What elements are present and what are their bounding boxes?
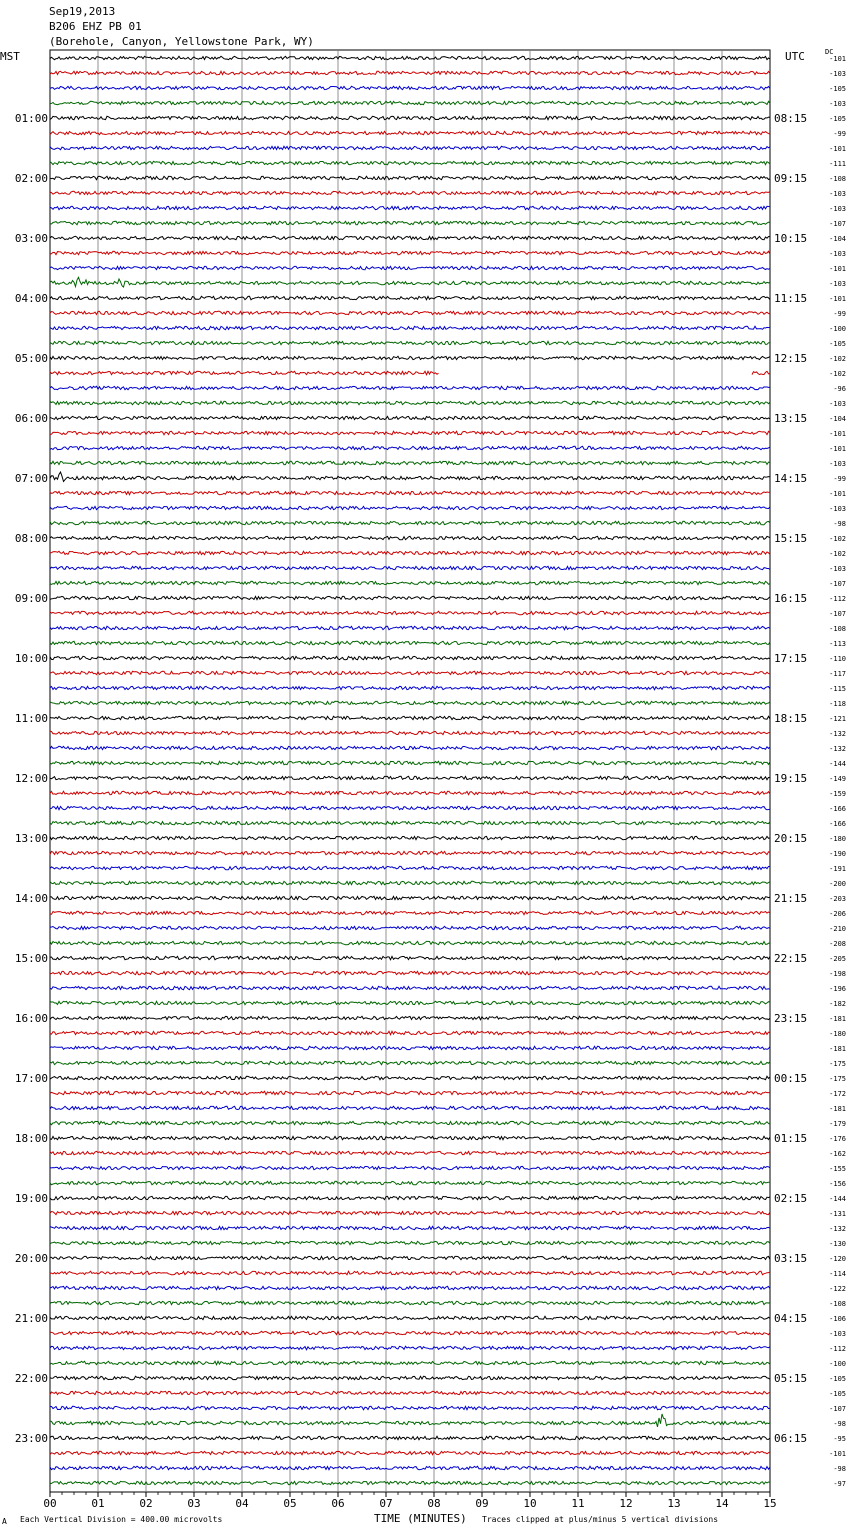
dc-offset-label: -166 <box>829 805 846 813</box>
dc-offset-label: -103 <box>829 100 846 108</box>
x-tick-label: 11 <box>571 1497 585 1510</box>
trace-line <box>50 71 770 74</box>
dc-offset-label: -110 <box>829 655 846 663</box>
dc-offset-label: -181 <box>829 1015 846 1023</box>
trace-line <box>50 536 770 539</box>
left-hour-label: 14:00 <box>14 892 48 905</box>
clip-note: Traces clipped at plus/minus 5 vertical divisions <box>482 1515 719 1524</box>
right-hour-label: 00:15 <box>774 1072 808 1085</box>
dc-offset-label: -99 <box>833 310 846 318</box>
trace-line <box>50 881 770 884</box>
plot-date: Sep19,2013 <box>49 5 116 18</box>
dc-offset-label: -196 <box>829 985 846 993</box>
trace-line <box>50 656 770 659</box>
dc-offset-label: -115 <box>829 685 846 693</box>
dc-offset-label: -191 <box>829 865 846 873</box>
trace-line <box>50 1136 770 1139</box>
dc-offset-label: -108 <box>829 1300 846 1308</box>
left-hour-label: 12:00 <box>14 772 48 785</box>
x-tick-label: 06 <box>331 1497 345 1510</box>
trace-line <box>50 326 770 329</box>
dc-offset-label: -103 <box>829 505 846 513</box>
right-hour-label: 12:15 <box>774 352 808 365</box>
trace-line <box>50 1016 770 1019</box>
right-hour-label: 09:15 <box>774 172 808 185</box>
dc-offset-label: -101 <box>829 145 846 153</box>
right-hour-label: 13:15 <box>774 412 808 425</box>
dc-offset-label: -105 <box>829 1390 846 1398</box>
dc-offset-label: -103 <box>829 400 846 408</box>
right-hour-label: 23:15 <box>774 1012 808 1025</box>
trace-line <box>50 1196 770 1199</box>
trace-line <box>50 506 770 509</box>
trace-line <box>50 1286 770 1289</box>
trace-line <box>50 277 770 287</box>
trace-line <box>50 251 770 254</box>
trace-line <box>50 791 770 794</box>
trace-line <box>50 1376 770 1379</box>
trace-line <box>50 56 770 59</box>
trace-line <box>50 401 770 404</box>
x-tick-label: 08 <box>427 1497 441 1510</box>
dc-offset-label: -102 <box>829 550 846 558</box>
trace-line <box>50 1451 770 1454</box>
left-hour-label: 23:00 <box>14 1432 48 1445</box>
trace-line <box>50 626 770 629</box>
trace-line <box>50 671 770 674</box>
dc-offset-label: -98 <box>833 1420 846 1428</box>
trace-line <box>50 1241 770 1244</box>
dc-offset-label: -112 <box>829 1345 846 1353</box>
x-tick-label: 15 <box>763 1497 777 1510</box>
x-tick-label: 09 <box>475 1497 489 1510</box>
right-hour-label: 08:15 <box>774 112 808 125</box>
trace-line <box>50 416 770 419</box>
trace-line <box>50 266 770 269</box>
trace-line <box>50 116 770 119</box>
right-hour-label: 02:15 <box>774 1192 808 1205</box>
x-tick-label: 13 <box>667 1497 681 1510</box>
dc-offset-label: -180 <box>829 1030 846 1038</box>
dc-offset-label: -107 <box>829 580 846 588</box>
dc-offset-label: -103 <box>829 460 846 468</box>
dc-offset-label: -105 <box>829 340 846 348</box>
dc-offset-label: -95 <box>833 1435 846 1443</box>
dc-offset-label: -107 <box>829 220 846 228</box>
left-timezone-label: MST <box>0 50 20 63</box>
left-hour-label: 21:00 <box>14 1312 48 1325</box>
trace-line <box>50 296 770 299</box>
dc-offset-label: -118 <box>829 700 846 708</box>
dc-offset-label: -103 <box>829 280 846 288</box>
right-hour-label: 20:15 <box>774 832 808 845</box>
dc-offset-label: -100 <box>829 325 846 333</box>
left-hour-label: 18:00 <box>14 1132 48 1145</box>
trace-line <box>50 731 770 734</box>
left-hour-label: 08:00 <box>14 532 48 545</box>
dc-offset-label: -100 <box>829 1360 846 1368</box>
trace-line <box>50 1181 770 1184</box>
right-hour-label: 16:15 <box>774 592 808 605</box>
trace-line <box>50 566 770 569</box>
trace-line <box>50 1046 770 1049</box>
trace-line <box>50 446 770 449</box>
dc-offset-label: -181 <box>829 1105 846 1113</box>
dc-offset-label: -104 <box>829 235 846 243</box>
dc-offset-label: -130 <box>829 1240 846 1248</box>
trace-line <box>50 1091 770 1094</box>
dc-offset-label: -190 <box>829 850 846 858</box>
x-tick-label: 10 <box>523 1497 537 1510</box>
dc-offset-label: -176 <box>829 1135 846 1143</box>
right-hour-label: 19:15 <box>774 772 808 785</box>
dc-offset-label: -175 <box>829 1075 846 1083</box>
dc-offset-label: -103 <box>829 250 846 258</box>
trace-line <box>50 866 770 869</box>
dc-offset-label: -203 <box>829 895 846 903</box>
trace-line <box>50 806 770 809</box>
right-hour-label: 05:15 <box>774 1372 808 1385</box>
dc-offset-label: -111 <box>829 160 846 168</box>
trace-line <box>50 161 770 164</box>
dc-offset-label: -210 <box>829 925 846 933</box>
left-hour-label: 05:00 <box>14 352 48 365</box>
station-location: (Borehole, Canyon, Yellowstone Park, WY) <box>49 35 314 48</box>
left-hour-label: 03:00 <box>14 232 48 245</box>
dc-offset-label: -108 <box>829 625 846 633</box>
trace-line <box>50 221 770 224</box>
trace-line <box>50 1316 770 1319</box>
corner-mark: A <box>2 1517 7 1526</box>
left-hour-label: 06:00 <box>14 412 48 425</box>
trace-line <box>50 1166 770 1169</box>
right-hour-label: 15:15 <box>774 532 808 545</box>
trace-line <box>50 1211 770 1214</box>
trace-line <box>50 746 770 749</box>
left-hour-label: 01:00 <box>14 112 48 125</box>
trace-line <box>50 431 770 434</box>
trace-line <box>50 1414 770 1427</box>
trace-line <box>50 971 770 974</box>
right-hour-label: 21:15 <box>774 892 808 905</box>
left-hour-label: 22:00 <box>14 1372 48 1385</box>
dc-offset-label: -102 <box>829 355 846 363</box>
dc-offset-label: -162 <box>829 1150 846 1158</box>
dc-offset-label: -105 <box>829 115 846 123</box>
left-hour-label: 17:00 <box>14 1072 48 1085</box>
trace-line <box>50 821 770 824</box>
trace-line <box>50 491 770 494</box>
x-tick-label: 14 <box>715 1497 729 1510</box>
left-hour-label: 11:00 <box>14 712 48 725</box>
trace-line <box>50 776 770 779</box>
left-hour-label: 02:00 <box>14 172 48 185</box>
trace-line <box>50 1481 770 1484</box>
x-tick-label: 03 <box>187 1497 201 1510</box>
dc-offset-label: -144 <box>829 1195 846 1203</box>
right-hour-label: 18:15 <box>774 712 808 725</box>
dc-offset-label: -102 <box>829 535 846 543</box>
dc-offset-label: -181 <box>829 1045 846 1053</box>
dc-offset-label: -159 <box>829 790 846 798</box>
x-tick-label: 05 <box>283 1497 297 1510</box>
dc-offset-label: -105 <box>829 85 846 93</box>
trace-line <box>50 986 770 989</box>
trace-line <box>50 1031 770 1034</box>
trace-line <box>50 1346 770 1349</box>
x-tick-label: 02 <box>139 1497 153 1510</box>
dc-offset-label: -112 <box>829 595 846 603</box>
right-hour-label: 01:15 <box>774 1132 808 1145</box>
trace-line <box>50 1466 770 1469</box>
x-tick-label: 07 <box>379 1497 393 1510</box>
trace-line <box>50 686 770 689</box>
trace-line <box>50 1436 770 1439</box>
trace-line <box>50 521 770 524</box>
dc-offset-label: -114 <box>829 1270 846 1278</box>
dc-offset-label: -98 <box>833 520 846 528</box>
dc-offset-label: -99 <box>833 130 846 138</box>
right-hour-label: 11:15 <box>774 292 808 305</box>
dc-offset-label: -172 <box>829 1090 846 1098</box>
trace-line <box>50 1106 770 1109</box>
trace-line <box>50 941 770 944</box>
trace-line <box>50 1361 770 1364</box>
trace-line <box>50 356 770 359</box>
trace-line <box>50 1331 770 1334</box>
trace-line <box>50 596 770 599</box>
dc-offset-label: -200 <box>829 880 846 888</box>
trace-line <box>50 896 770 899</box>
trace-line <box>50 1271 770 1274</box>
vertical-scale-note: Each Vertical Division = 400.00 microvolts <box>20 1515 223 1524</box>
dc-offset-label: -103 <box>829 190 846 198</box>
dc-offset-label: -103 <box>829 70 846 78</box>
left-hour-label: 19:00 <box>14 1192 48 1205</box>
trace-line <box>50 236 770 239</box>
trace-line <box>50 461 770 464</box>
trace-line <box>50 1226 770 1229</box>
trace-line <box>50 311 770 314</box>
dc-offset-label: -121 <box>829 715 846 723</box>
dc-offset-label: -122 <box>829 1285 846 1293</box>
dc-column-label: DC <box>825 48 834 56</box>
x-tick-label: 12 <box>619 1497 633 1510</box>
dc-offset-label: -107 <box>829 1405 846 1413</box>
dc-offset-label: -106 <box>829 1315 846 1323</box>
x-tick-label: 01 <box>91 1497 105 1510</box>
right-timezone-label: UTC <box>785 50 805 63</box>
dc-offset-label: -101 <box>829 490 846 498</box>
dc-offset-label: -120 <box>829 1255 846 1263</box>
trace-line <box>50 1061 770 1064</box>
dc-offset-label: -104 <box>829 415 846 423</box>
trace-line <box>50 851 770 854</box>
x-tick-label: 00 <box>43 1497 57 1510</box>
dc-offset-label: -108 <box>829 175 846 183</box>
dc-offset-label: -132 <box>829 1225 846 1233</box>
left-hour-label: 16:00 <box>14 1012 48 1025</box>
dc-offset-label: -96 <box>833 385 846 393</box>
trace-line <box>50 956 770 959</box>
right-hour-label: 03:15 <box>774 1252 808 1265</box>
right-hour-label: 14:15 <box>774 472 808 485</box>
trace-line <box>50 386 770 389</box>
dc-offset-label: -205 <box>829 955 846 963</box>
trace-line <box>50 1391 770 1394</box>
dc-offset-label: -180 <box>829 835 846 843</box>
trace-line <box>50 761 770 764</box>
trace-line <box>50 611 770 614</box>
right-hour-label: 06:15 <box>774 1432 808 1445</box>
trace-line <box>50 1001 770 1004</box>
left-hour-label: 09:00 <box>14 592 48 605</box>
dc-offset-label: -208 <box>829 940 846 948</box>
left-hour-label: 20:00 <box>14 1252 48 1265</box>
right-hour-label: 04:15 <box>774 1312 808 1325</box>
trace-line <box>50 341 770 344</box>
trace-line <box>50 911 770 914</box>
dc-offset-label: -117 <box>829 670 846 678</box>
dc-offset-label: -101 <box>829 430 846 438</box>
trace-line <box>50 836 770 839</box>
x-tick-label: 04 <box>235 1497 249 1510</box>
trace-line <box>50 191 770 194</box>
dc-offset-label: -182 <box>829 1000 846 1008</box>
dc-offset-label: -131 <box>829 1210 846 1218</box>
dc-offset-label: -102 <box>829 370 846 378</box>
trace-line <box>50 641 770 644</box>
trace-line <box>50 86 770 89</box>
station-id: B206 EHZ PB 01 <box>49 20 142 33</box>
dc-offset-label: -149 <box>829 775 846 783</box>
left-hour-label: 07:00 <box>14 472 48 485</box>
trace-line <box>50 371 770 374</box>
dc-offset-label: -103 <box>829 205 846 213</box>
trace-line <box>50 716 770 719</box>
dc-offset-label: -144 <box>829 760 846 768</box>
trace-line <box>50 472 770 482</box>
trace-line <box>50 1076 770 1079</box>
dc-offset-label: -113 <box>829 640 846 648</box>
right-hour-label: 17:15 <box>774 652 808 665</box>
left-hour-label: 13:00 <box>14 832 48 845</box>
dc-offset-label: -175 <box>829 1060 846 1068</box>
dc-offset-label: -103 <box>829 1330 846 1338</box>
left-hour-label: 04:00 <box>14 292 48 305</box>
trace-line <box>50 926 770 929</box>
dc-offset-label: -105 <box>829 1375 846 1383</box>
trace-line <box>50 1256 770 1259</box>
trace-line <box>50 551 770 554</box>
trace-line <box>50 206 770 209</box>
dc-offset-label: -166 <box>829 820 846 828</box>
trace-line <box>50 1406 770 1409</box>
dc-offset-label: -103 <box>829 565 846 573</box>
trace-line <box>50 581 770 584</box>
right-hour-label: 10:15 <box>774 232 808 245</box>
left-hour-label: 10:00 <box>14 652 48 665</box>
trace-line <box>50 701 770 704</box>
right-hour-label: 22:15 <box>774 952 808 965</box>
left-hour-label: 15:00 <box>14 952 48 965</box>
dc-offset-label: -206 <box>829 910 846 918</box>
x-axis-title: TIME (MINUTES) <box>374 1512 467 1525</box>
dc-offset-label: -97 <box>833 1480 846 1488</box>
dc-offset-label: -179 <box>829 1120 846 1128</box>
dc-offset-label: -101 <box>829 295 846 303</box>
trace-line <box>50 176 770 179</box>
dc-offset-label: -99 <box>833 475 846 483</box>
dc-offset-label: -155 <box>829 1165 846 1173</box>
dc-offset-label: -132 <box>829 745 846 753</box>
dc-offset-label: -132 <box>829 730 846 738</box>
trace-line <box>50 1301 770 1304</box>
trace-line <box>50 131 770 134</box>
trace-line <box>50 1121 770 1124</box>
dc-offset-label: -101 <box>829 55 846 63</box>
dc-offset-label: -107 <box>829 610 846 618</box>
dc-offset-label: -98 <box>833 1465 846 1473</box>
dc-offset-label: -198 <box>829 970 846 978</box>
dc-offset-label: -101 <box>829 265 846 273</box>
trace-line <box>50 101 770 104</box>
trace-line <box>50 146 770 149</box>
trace-line <box>50 1151 770 1154</box>
dc-offset-label: -156 <box>829 1180 846 1188</box>
dc-offset-label: -101 <box>829 1450 846 1458</box>
dc-offset-label: -101 <box>829 445 846 453</box>
